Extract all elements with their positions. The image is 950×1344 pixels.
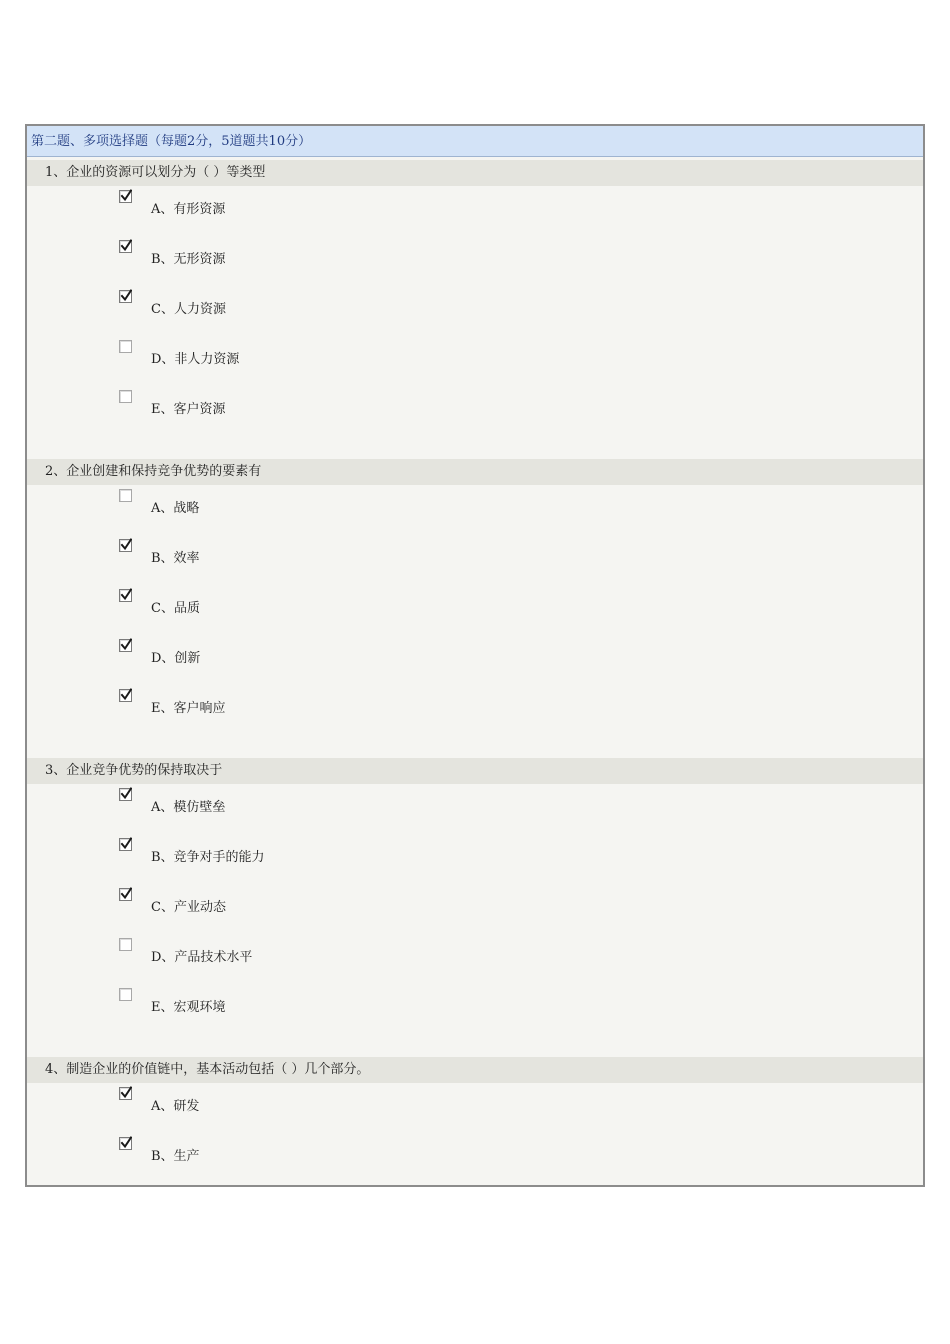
answer-option [27, 386, 923, 436]
checkmark-icon [120, 189, 132, 203]
option-label: E、客户响应 [151, 701, 226, 716]
checkbox-checked[interactable] [119, 1087, 132, 1100]
checkbox-unchecked[interactable] [119, 988, 132, 1001]
option-label: B、效率 [151, 551, 200, 566]
checkmark-icon [120, 688, 132, 702]
answer-option [27, 685, 923, 735]
answer-option [27, 934, 923, 984]
option-label: D、创新 [151, 651, 201, 666]
question-title: 3、企业竞争优势的保持取决于 [27, 758, 923, 784]
checkbox-checked[interactable] [119, 838, 132, 851]
answer-option [27, 236, 923, 286]
answer-option [27, 1133, 923, 1183]
checkbox-checked[interactable] [119, 1137, 132, 1150]
checkmark-icon [120, 538, 132, 552]
option-label: B、竞争对手的能力 [151, 850, 265, 865]
answer-option [27, 1083, 923, 1133]
checkmark-icon [120, 837, 132, 851]
checkmark-icon [120, 638, 132, 652]
question-3 [27, 758, 923, 1034]
option-label: B、生产 [151, 1149, 200, 1164]
answer-option [27, 535, 923, 585]
option-label: D、非人力资源 [151, 352, 240, 367]
question-title: 1、企业的资源可以划分为（ ）等类型 [27, 160, 923, 186]
option-label: C、产业动态 [151, 900, 226, 915]
checkmark-icon [120, 289, 132, 303]
option-label: A、研发 [151, 1099, 200, 1114]
option-label: A、战略 [151, 501, 200, 516]
option-label: C、人力资源 [151, 302, 226, 317]
checkbox-checked[interactable] [119, 539, 132, 552]
quiz-panel [25, 124, 925, 1187]
question-4 [27, 1057, 923, 1183]
checkbox-checked[interactable] [119, 689, 132, 702]
checkmark-icon [120, 1086, 132, 1100]
checkbox-checked[interactable] [119, 888, 132, 901]
checkbox-checked[interactable] [119, 240, 132, 253]
answer-option [27, 485, 923, 535]
question-2 [27, 459, 923, 735]
checkmark-icon [120, 1136, 132, 1150]
answer-option [27, 635, 923, 685]
checkbox-unchecked[interactable] [119, 489, 132, 502]
checkbox-unchecked[interactable] [119, 390, 132, 403]
answer-option [27, 984, 923, 1034]
option-label: C、品质 [151, 601, 200, 616]
checkmark-icon [120, 787, 132, 801]
answer-option [27, 585, 923, 635]
answer-option [27, 834, 923, 884]
checkbox-checked[interactable] [119, 788, 132, 801]
question-1 [27, 160, 923, 436]
answer-option [27, 286, 923, 336]
option-label: E、宏观环境 [151, 1000, 226, 1015]
checkbox-checked[interactable] [119, 639, 132, 652]
answer-option [27, 784, 923, 834]
checkmark-icon [120, 239, 132, 253]
answer-option [27, 336, 923, 386]
checkmark-icon [120, 887, 132, 901]
section-title: 第二题、多项选择题（每题2分，5道题共10分） [27, 126, 923, 157]
answer-option [27, 884, 923, 934]
option-label: A、模仿壁垒 [151, 800, 226, 815]
question-title: 2、企业创建和保持竞争优势的要素有 [27, 459, 923, 485]
checkmark-icon [120, 588, 132, 602]
question-title: 4、制造企业的价值链中，基本活动包括（ ）几个部分。 [27, 1057, 923, 1083]
answer-option [27, 186, 923, 236]
checkbox-checked[interactable] [119, 290, 132, 303]
checkbox-unchecked[interactable] [119, 938, 132, 951]
checkbox-unchecked[interactable] [119, 340, 132, 353]
option-label: A、有形资源 [151, 202, 226, 217]
option-label: B、无形资源 [151, 252, 226, 267]
option-label: D、产品技术水平 [151, 950, 253, 965]
option-label: E、客户资源 [151, 402, 226, 417]
checkbox-checked[interactable] [119, 589, 132, 602]
checkbox-checked[interactable] [119, 190, 132, 203]
